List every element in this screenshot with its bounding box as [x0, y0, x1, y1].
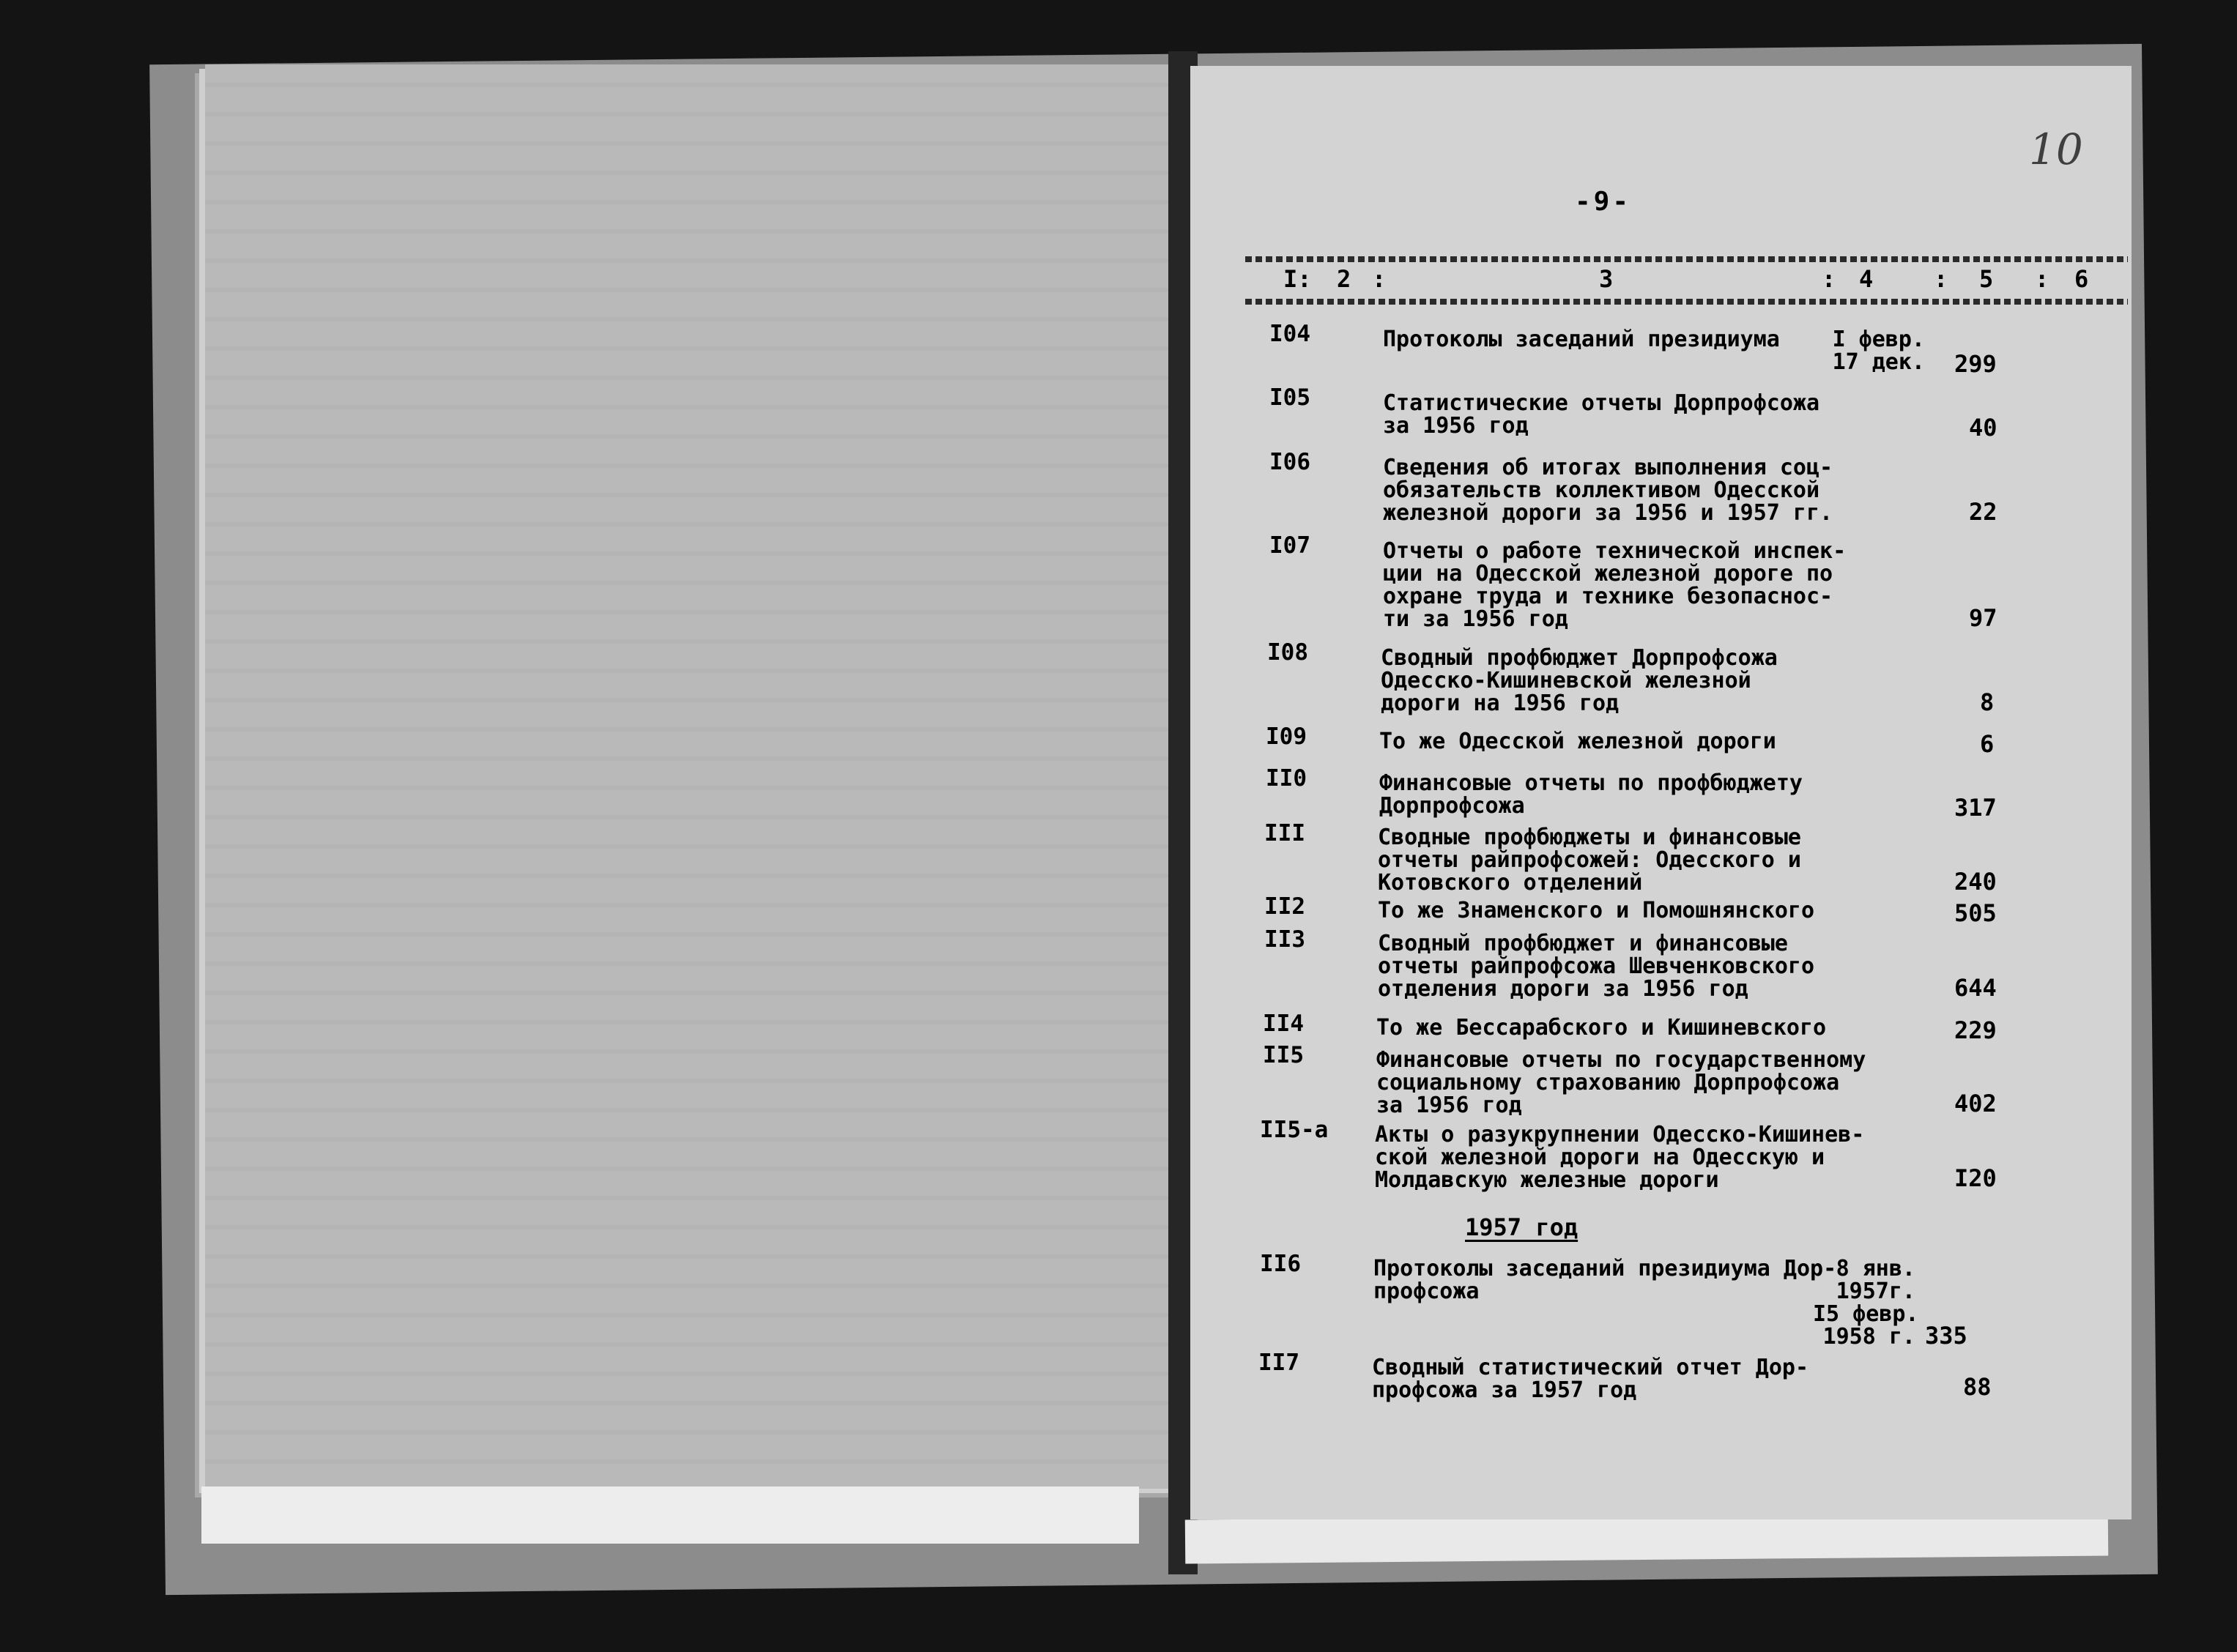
entry-sheet-count: 644	[1954, 974, 1997, 1002]
column-header-2: 2	[1337, 265, 1351, 293]
column-separator: :	[2035, 265, 2049, 293]
entry-number: II5	[1263, 1042, 1304, 1068]
entry-title: Сводный статистический отчет Дор- профсожа за 1957 год	[1372, 1355, 1809, 1403]
entry-title: То же Знаменского и Помошнянского	[1378, 898, 1815, 923]
paper-edge-strip	[201, 1487, 1139, 1544]
column-header-6: 6	[2074, 265, 2089, 293]
entry-title: Сводный профбюджет и финансовые отчеты райпрофсожа Шевченковского отделения дороги за 1956 год	[1378, 931, 1815, 1002]
entry-title: Отчеты о работе технической инспек- ции на Одесской железной дороге по охране труда и технике безопаснос- ти за 1956 год	[1383, 538, 1847, 632]
archive-sheet-number: 10	[2029, 124, 2083, 174]
entry-number: I05	[1269, 384, 1310, 411]
entry-sheet-count: 40	[1969, 414, 1997, 442]
entry-number: I08	[1267, 639, 1308, 666]
column-separator: :	[1372, 265, 1387, 293]
entry-date: 8 янв. 1957г. I5 февр. 1958 г.	[1813, 1256, 1919, 1350]
entry-title: Сводный профбюджет Дорпрофсожа Одесско-Кишиневской железной дороги на 1956 год	[1381, 645, 1778, 716]
entry-number: II7	[1258, 1350, 1299, 1376]
entry-number: I04	[1269, 321, 1310, 347]
right-paper-edge	[1185, 1512, 2108, 1564]
bleed-through-text	[205, 64, 1179, 1489]
entry-number: II4	[1263, 1011, 1304, 1037]
entry-number: III	[1264, 820, 1305, 847]
entry-title: Протоколы заседаний президиума Дор- профсожа	[1373, 1256, 1837, 1304]
entry-number: I09	[1266, 723, 1307, 750]
column-header-3: 3	[1599, 265, 1614, 293]
column-header-5: 5	[1979, 265, 1994, 293]
column-separator: :	[1934, 265, 1948, 293]
entry-number: I06	[1269, 449, 1310, 475]
entry-sheet-count: 97	[1969, 604, 1997, 632]
entry-sheet-count: 335	[1925, 1322, 1967, 1350]
entry-title: Финансовые отчеты по государственному социальному страхованию Дорпрофсожа за 1956 год	[1376, 1047, 1866, 1118]
entry-title: Статистические отчеты Дорпрофсожа за 1956 год	[1383, 390, 1820, 439]
entry-sheet-count: 88	[1963, 1373, 1992, 1401]
entry-sheet-count: I20	[1954, 1164, 1997, 1192]
entry-number: II6	[1260, 1251, 1301, 1277]
entry-title: Протоколы заседаний президиума	[1383, 327, 1780, 352]
entry-sheet-count: 505	[1954, 899, 1997, 927]
entry-number: II0	[1266, 765, 1307, 792]
entry-sheet-count: 8	[1980, 688, 1995, 716]
header-rule-bottom	[1245, 299, 2128, 305]
entry-number: I07	[1269, 532, 1310, 559]
left-page-blank	[205, 64, 1179, 1489]
entry-sheet-count: 240	[1954, 868, 1997, 896]
page-number: -9-	[1575, 187, 1632, 217]
entry-sheet-count: 317	[1954, 794, 1997, 822]
entry-sheet-count: 402	[1954, 1090, 1997, 1117]
entry-title: Сводные профбюджеты и финансовые отчеты райпрофсожей: Одесского и Котовского отделений	[1378, 825, 1801, 896]
entry-title: Финансовые отчеты по профбюджету Дорпрофсожа	[1379, 770, 1803, 819]
entry-sheet-count: 299	[1954, 350, 1997, 378]
column-separator: :	[1822, 265, 1836, 293]
header-rule-top	[1245, 256, 2128, 262]
entry-title: То же Бессарабского и Кишиневского	[1376, 1015, 1827, 1041]
entry-sheet-count: 22	[1969, 498, 1997, 526]
entry-sheet-count: 6	[1980, 730, 1995, 758]
entry-date: I февр. 17 дек.	[1832, 327, 1925, 375]
entry-title: Сведения об итогах выполнения соц- обязательств коллективом Одесской железной дороги за 1956 и 1957 гг.	[1383, 455, 1833, 526]
entry-sheet-count: 229	[1954, 1016, 1997, 1044]
entry-number: II3	[1264, 926, 1305, 953]
column-header-4: 4	[1859, 265, 1874, 293]
entry-title: То же Одесской железной дороги	[1379, 729, 1776, 754]
column-header-1: I:	[1283, 265, 1312, 293]
year-section-heading: 1957 год	[1465, 1213, 1578, 1241]
entry-number: II2	[1264, 893, 1305, 920]
entry-title: Акты о разукрупнении Одесско-Кишинев- ской железной дороги на Одесскую и Молдавскую железные дороги	[1375, 1122, 1865, 1193]
entry-number: II5-а	[1260, 1117, 1329, 1143]
